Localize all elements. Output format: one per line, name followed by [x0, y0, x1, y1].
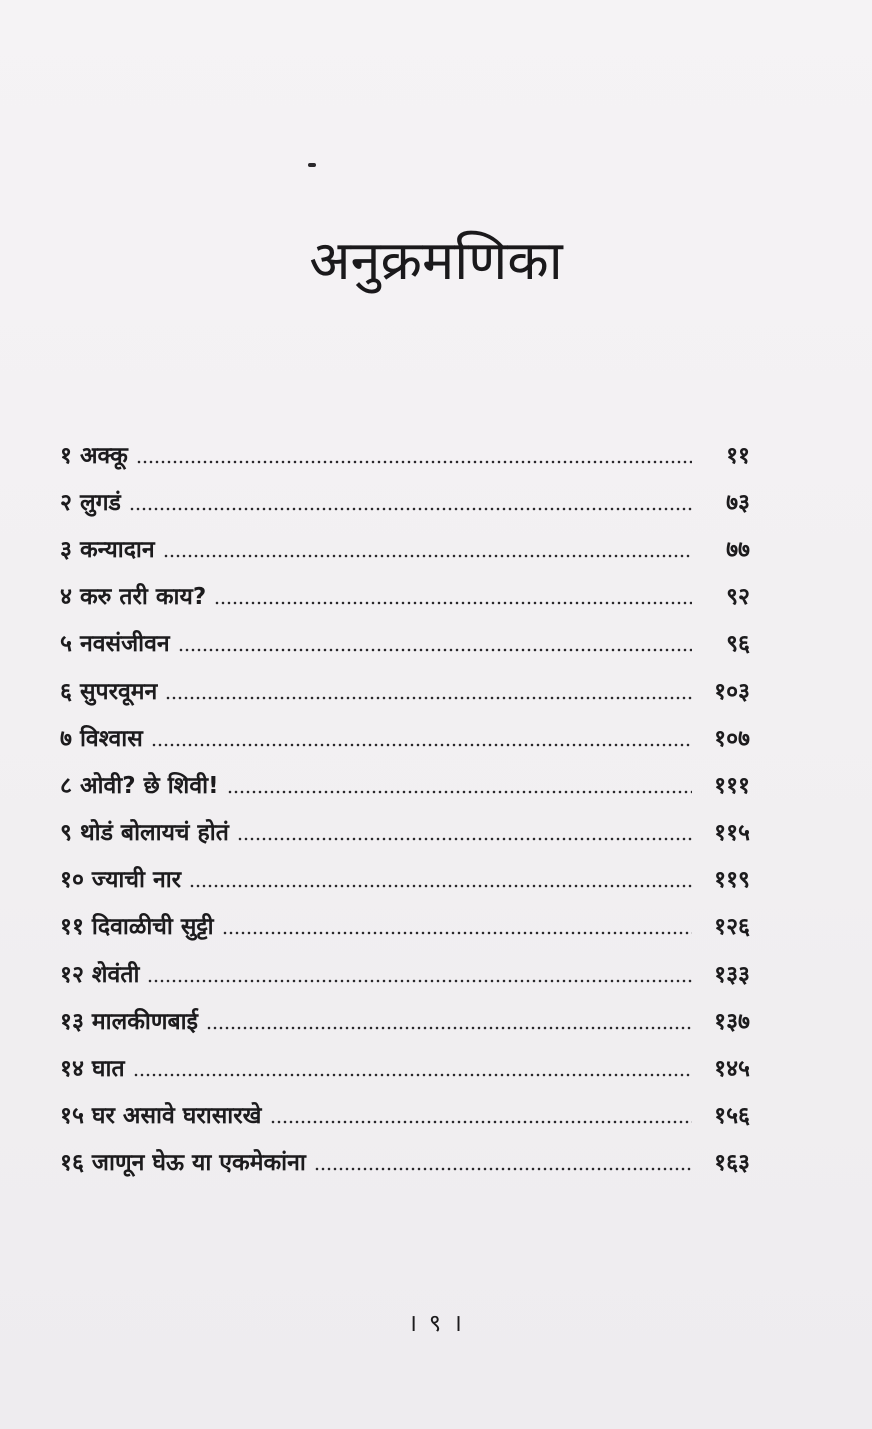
toc-entry-number: १५: [60, 1103, 84, 1130]
toc-entry-page: १०३: [714, 678, 750, 705]
toc-entry-number: ६: [60, 678, 72, 705]
toc-entry: [60, 524, 750, 571]
toc-entry-page: १३३: [714, 961, 750, 988]
toc-entry-number: ११: [60, 914, 84, 941]
dot-leader: [189, 884, 692, 888]
toc-entry: [60, 1043, 750, 1090]
dot-leader: [222, 931, 692, 935]
toc-entry-title: शेवंती: [91, 961, 140, 988]
toc-entry-title: दिवाळीची सुट्टी: [91, 914, 214, 941]
toc-entry-page: १६३: [714, 1150, 750, 1177]
toc-entry-page: ११९: [714, 867, 750, 894]
toc-entry-number: १३: [60, 1008, 84, 1035]
toc-entry-number: ५: [60, 631, 72, 658]
dot-leader: [206, 1026, 692, 1030]
dot-leader: [178, 648, 692, 652]
toc-entry-number: ८: [60, 772, 72, 799]
toc-entry: [60, 855, 750, 902]
toc-entry-title: करु तरी काय?: [79, 584, 207, 611]
toc-entry-number: १०: [60, 867, 84, 894]
page-title: अनुक्रमणिका: [309, 229, 563, 292]
toc-entry-page: ११: [726, 442, 750, 469]
toc-entry-page: १११: [714, 772, 750, 799]
toc-entry-page: ७३: [726, 489, 750, 516]
toc-entry-number: ४: [60, 584, 72, 611]
toc-entry-number: ९: [60, 820, 72, 847]
toc-entry-title: अक्कू: [79, 442, 128, 469]
dot-leader: [129, 507, 692, 511]
toc-entry-page: ७७: [726, 536, 750, 563]
dot-leader: [314, 1167, 692, 1171]
toc-entry-page: १२६: [714, 914, 750, 941]
toc-entry-number: २: [60, 489, 72, 516]
toc-entry-page: ९६: [726, 631, 750, 658]
toc-entry: [60, 949, 750, 996]
dot-leader: [163, 554, 692, 558]
toc-entry: [60, 619, 750, 666]
page-number: । ९ ।: [408, 1309, 464, 1337]
toc-entry: [60, 477, 750, 524]
dot-leader: [270, 1120, 693, 1124]
toc-entry-page: ९२: [726, 584, 750, 611]
toc-entry: [60, 1091, 750, 1138]
dot-leader: [147, 979, 692, 983]
toc-entry: [60, 430, 750, 477]
toc-entry: [60, 760, 750, 807]
toc-entry-number: १२: [60, 961, 84, 988]
toc-entry-title: ओवी? छे शिवी!: [79, 772, 219, 799]
toc-entry-page: १५६: [714, 1103, 750, 1130]
dot-leader: [165, 696, 692, 700]
dot-leader: [214, 601, 692, 605]
toc-entry-title: मालकीणबाई: [91, 1008, 198, 1035]
toc-entry-title: नवसंजीवन: [79, 631, 170, 658]
dot-leader: [136, 460, 692, 464]
toc-entry-title: घात: [91, 1056, 125, 1083]
toc-entry-number: १६: [60, 1150, 84, 1177]
toc-entry: [60, 996, 750, 1043]
toc-entry-number: ३: [60, 536, 72, 563]
dot-leader: [237, 837, 692, 841]
toc-entry: [60, 666, 750, 713]
dot-leader: [133, 1073, 692, 1077]
toc-entry-title: घर असावे घरासारखे: [91, 1103, 262, 1130]
toc-entry-page: ११५: [714, 820, 750, 847]
toc-entry-title: कन्यादान: [79, 536, 155, 563]
toc-entry-title: ज्याची नार: [91, 867, 182, 894]
toc-entry-title: विश्वास: [79, 725, 143, 752]
toc-entry-page: १३७: [714, 1008, 750, 1035]
table-of-contents: [60, 430, 750, 1185]
ink-mark: [308, 163, 316, 167]
toc-entry: [60, 1138, 750, 1185]
toc-entry: [60, 713, 750, 760]
toc-entry-title: जाणून घेऊ या एकमेकांना: [91, 1150, 306, 1177]
toc-entry-number: १४: [60, 1056, 84, 1083]
toc-entry-number: १: [60, 442, 72, 469]
toc-entry-page: १४५: [714, 1056, 750, 1083]
toc-entry-number: ७: [60, 725, 72, 752]
dot-leader: [227, 790, 692, 794]
dot-leader: [151, 743, 692, 747]
toc-entry-title: लुगडं: [79, 489, 121, 516]
toc-entry: [60, 572, 750, 619]
toc-entry-page: १०७: [714, 725, 750, 752]
toc-entry-title: सुपरवूमन: [79, 678, 158, 705]
toc-entry: [60, 808, 750, 855]
toc-entry-title: थोडं बोलायचं होतं: [79, 820, 229, 847]
toc-entry: [60, 902, 750, 949]
